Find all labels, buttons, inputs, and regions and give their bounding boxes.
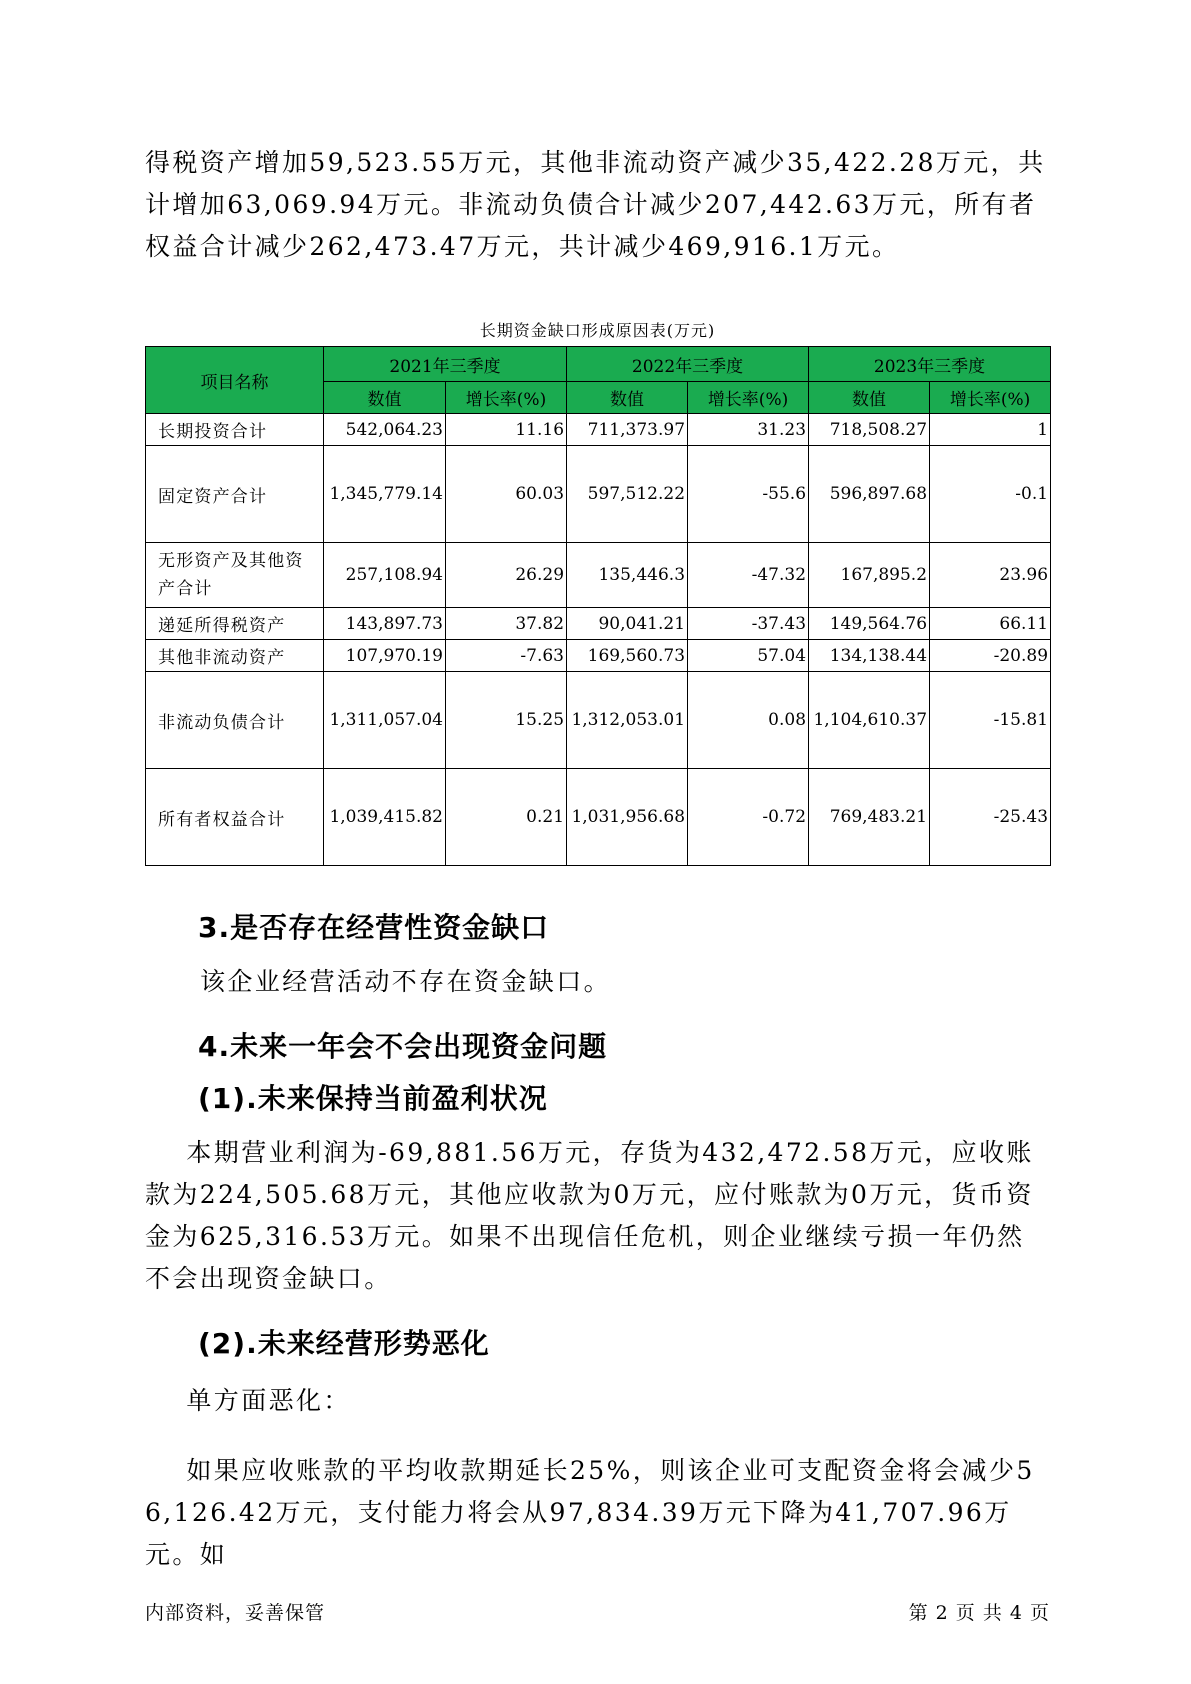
cell-growth: 15.25: [446, 672, 567, 769]
cell-growth: -7.63: [446, 640, 567, 672]
footer-note: 内部资料，妥善保管: [145, 1602, 326, 1624]
sub2-paragraph: 如果应收账款的平均收款期延长25%，则该企业可支配资金将会减少56,126.42万元，支付能力将会从97,834.39万元下降为41,707.96万元。如: [145, 1456, 1035, 1569]
section4-sub1-heading: (1).未来保持当前盈利状况: [198, 1082, 548, 1115]
cell-value: 596,897.68: [809, 446, 930, 543]
section3-heading: 3.是否存在经营性资金缺口: [198, 911, 550, 944]
sub2-paragraph: 单方面恶化：: [145, 1386, 351, 1415]
row-name: 其他非流动资产: [146, 640, 324, 672]
cell-growth: 57.04: [688, 640, 809, 672]
cell-growth: 26.29: [446, 543, 567, 608]
cell-growth: 11.16: [446, 414, 567, 446]
row-name: 所有者权益合计: [146, 769, 324, 866]
cell-value: 718,508.27: [809, 414, 930, 446]
period-header: 2021年三季度: [324, 347, 567, 382]
cell-value: 134,138.44: [809, 640, 930, 672]
growth-header: 增长率(%): [930, 382, 1051, 414]
value-header: 数值: [324, 382, 446, 414]
section4-sub2-heading: (2).未来经营形势恶化: [198, 1327, 490, 1360]
period-header: 2022年三季度: [567, 347, 809, 382]
row-name: 无形资产及其他资产合计: [146, 543, 324, 608]
cell-value: 167,895.2: [809, 543, 930, 608]
cell-value: 1,031,956.68: [567, 769, 688, 866]
row-name: 长期投资合计: [146, 414, 324, 446]
section4-heading: 4.未来一年会不会出现资金问题: [198, 1030, 608, 1063]
value-header: 数值: [567, 382, 688, 414]
period-header: 2023年三季度: [809, 347, 1051, 382]
table-row: [146, 608, 1051, 640]
item-name-header: 项目名称: [146, 347, 324, 414]
cell-value: 90,041.21: [567, 608, 688, 640]
cell-value: 769,483.21: [809, 769, 930, 866]
cell-growth: -15.81: [930, 672, 1051, 769]
cell-growth: -25.43: [930, 769, 1051, 866]
intro-paragraph: 得税资产增加59,523.55万元，其他非流动资产减少35,422.28万元，共计增加63,069.94万元。非流动负债合计减少207,442.63万元，所有者权益合计减少262,473.47万元，共计减少469,916.1万元。: [145, 148, 1046, 261]
value-header: 数值: [809, 382, 930, 414]
cell-value: 1,104,610.37: [809, 672, 930, 769]
cell-growth: 1: [930, 414, 1051, 446]
cell-value: 143,897.73: [324, 608, 446, 640]
cell-value: 1,312,053.01: [567, 672, 688, 769]
table-row: [146, 672, 1051, 769]
row-name: 递延所得税资产: [146, 608, 324, 640]
sub1-paragraph: 本期营业利润为-69,881.56万元，存货为432,472.58万元，应收账款为224,505.68万元，其他应收款为0万元，应付账款为0万元，货币资金为625,316.53万元。如果不出现信任危机，则企业继续亏损一年仍然不会出现资金缺口。: [145, 1138, 1034, 1293]
cell-value: 135,446.3: [567, 543, 688, 608]
cell-growth: -20.89: [930, 640, 1051, 672]
table-row: [146, 769, 1051, 866]
table-row: [146, 543, 1051, 608]
cell-value: 1,345,779.14: [324, 446, 446, 543]
capital-gap-table: [145, 346, 1051, 866]
cell-growth: -55.6: [688, 446, 809, 543]
growth-header: 增长率(%): [688, 382, 809, 414]
cell-growth: 0.21: [446, 769, 567, 866]
cell-growth: -37.43: [688, 608, 809, 640]
row-name: 非流动负债合计: [146, 672, 324, 769]
page-number: 第 2 页 共 4 页: [908, 1602, 1050, 1624]
cell-growth: -47.32: [688, 543, 809, 608]
cell-value: 107,970.19: [324, 640, 446, 672]
growth-header: 增长率(%): [446, 382, 567, 414]
table-row: [146, 640, 1051, 672]
section3-text: 该企业经营活动不存在资金缺口。: [200, 967, 612, 996]
cell-growth: 66.11: [930, 608, 1051, 640]
table-caption: 长期资金缺口形成原因表(万元): [479, 321, 716, 340]
cell-value: 597,512.22: [567, 446, 688, 543]
cell-value: 149,564.76: [809, 608, 930, 640]
cell-growth: -0.1: [930, 446, 1051, 543]
cell-growth: 60.03: [446, 446, 567, 543]
cell-value: 169,560.73: [567, 640, 688, 672]
cell-value: 1,039,415.82: [324, 769, 446, 866]
cell-growth: 0.08: [688, 672, 809, 769]
cell-growth: 23.96: [930, 543, 1051, 608]
table-row: [146, 414, 1051, 446]
cell-growth: 37.82: [446, 608, 567, 640]
cell-growth: -0.72: [688, 769, 809, 866]
cell-value: 711,373.97: [567, 414, 688, 446]
table-row: [146, 446, 1051, 543]
row-name: 固定资产合计: [146, 446, 324, 543]
cell-value: 542,064.23: [324, 414, 446, 446]
cell-value: 1,311,057.04: [324, 672, 446, 769]
cell-growth: 31.23: [688, 414, 809, 446]
cell-value: 257,108.94: [324, 543, 446, 608]
